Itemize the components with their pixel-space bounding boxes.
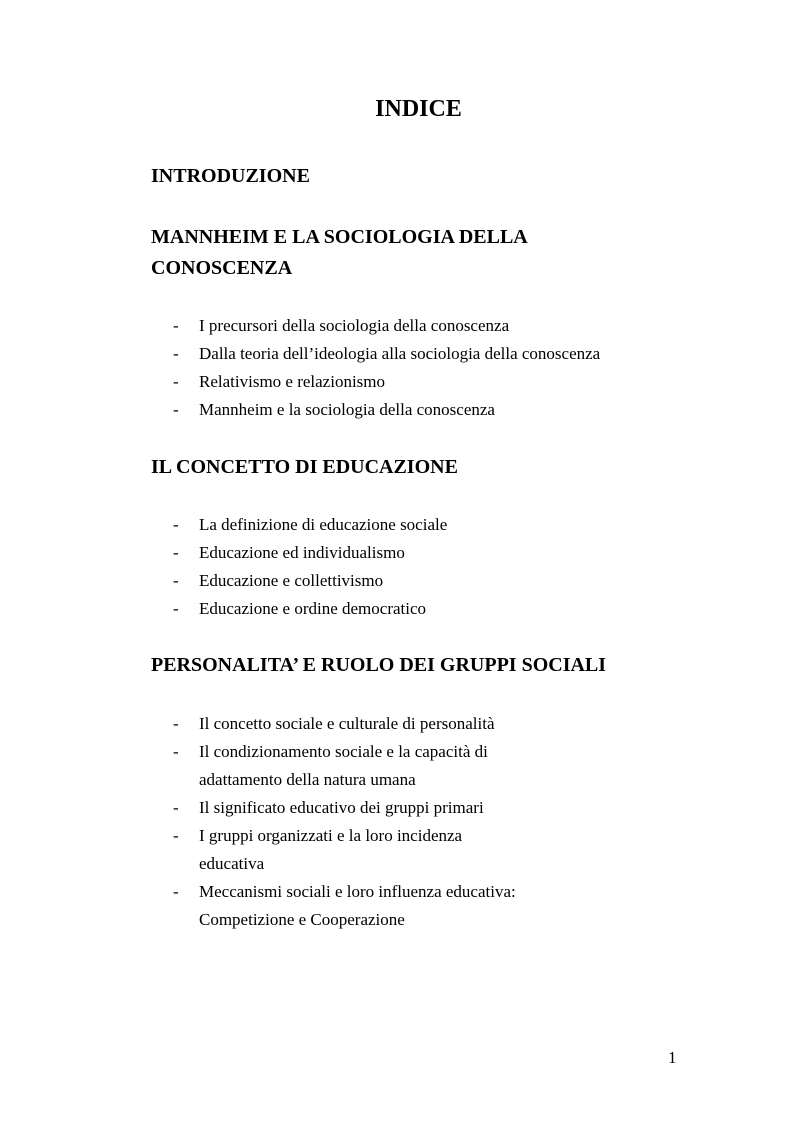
section-list-educazione	[173, 511, 447, 623]
section-heading-educazione: IL CONCETTO DI EDUCAZIONE	[151, 456, 458, 478]
list-item-text-continued: educativa	[199, 854, 265, 873]
dash-bullet: -	[173, 400, 179, 419]
section-list-personalita	[173, 710, 516, 934]
dash-bullet: -	[173, 571, 179, 590]
dash-bullet: -	[173, 515, 179, 534]
list-item-text: Educazione e ordine democratico	[199, 599, 427, 618]
dash-bullet: -	[173, 599, 179, 618]
section-heading-personalita: PERSONALITA’ E RUOLO DEI GRUPPI SOCIALI	[151, 654, 607, 676]
list-item-text: Il concetto sociale e culturale di personalità	[199, 714, 495, 733]
list-item	[173, 340, 600, 368]
list-item-text: I precursori della sociologia della conoscenza	[199, 316, 510, 335]
list-item-text-continued: adattamento della natura umana	[199, 770, 416, 789]
dash-bullet: -	[173, 543, 179, 562]
list-item-text: Il condizionamento sociale e la capacità di	[199, 742, 488, 761]
list-item-text: Educazione e collettivismo	[199, 571, 384, 590]
dash-bullet: -	[173, 372, 179, 391]
list-item	[173, 878, 516, 934]
dash-bullet: -	[173, 882, 179, 901]
list-item-text: La definizione di educazione sociale	[199, 515, 448, 534]
list-item	[173, 396, 600, 424]
list-item	[173, 539, 447, 567]
list-item-text: Dalla teoria dell’ideologia alla sociologia della conoscenza	[199, 344, 601, 363]
list-item-text: Relativismo e relazionismo	[199, 372, 386, 391]
list-item-text: Il significato educativo dei gruppi primari	[199, 798, 484, 817]
section-list-mannheim	[173, 312, 600, 424]
list-item	[173, 511, 447, 539]
list-item-text: Meccanismi sociali e loro influenza educativa:	[199, 882, 516, 901]
list-item	[173, 368, 600, 396]
section-heading-mannheim	[151, 222, 528, 284]
list-item	[173, 738, 516, 794]
section-heading-introduzione: INTRODUZIONE	[151, 165, 310, 187]
section-heading-line: MANNHEIM E LA SOCIOLOGIA DELLA	[151, 226, 528, 248]
dash-bullet: -	[173, 826, 179, 845]
dash-bullet: -	[173, 798, 179, 817]
dash-bullet: -	[173, 316, 179, 335]
list-item	[173, 595, 447, 623]
dash-bullet: -	[173, 714, 179, 733]
list-item-text: Mannheim e la sociologia della conoscenza	[199, 400, 495, 419]
list-item-text: I gruppi organizzati e la loro incidenza	[199, 826, 463, 845]
list-item	[173, 567, 447, 595]
page-title: INDICE	[375, 96, 462, 122]
list-item-text: Educazione ed individualismo	[199, 543, 405, 562]
list-item	[173, 794, 516, 822]
dash-bullet: -	[173, 344, 179, 363]
dash-bullet: -	[173, 742, 179, 761]
section-heading-line: CONOSCENZA	[151, 257, 293, 279]
list-item	[173, 312, 600, 340]
page-number: 1	[668, 1048, 677, 1067]
list-item	[173, 710, 516, 738]
list-item-text-continued: Competizione e Cooperazione	[199, 910, 405, 929]
list-item	[173, 822, 516, 878]
